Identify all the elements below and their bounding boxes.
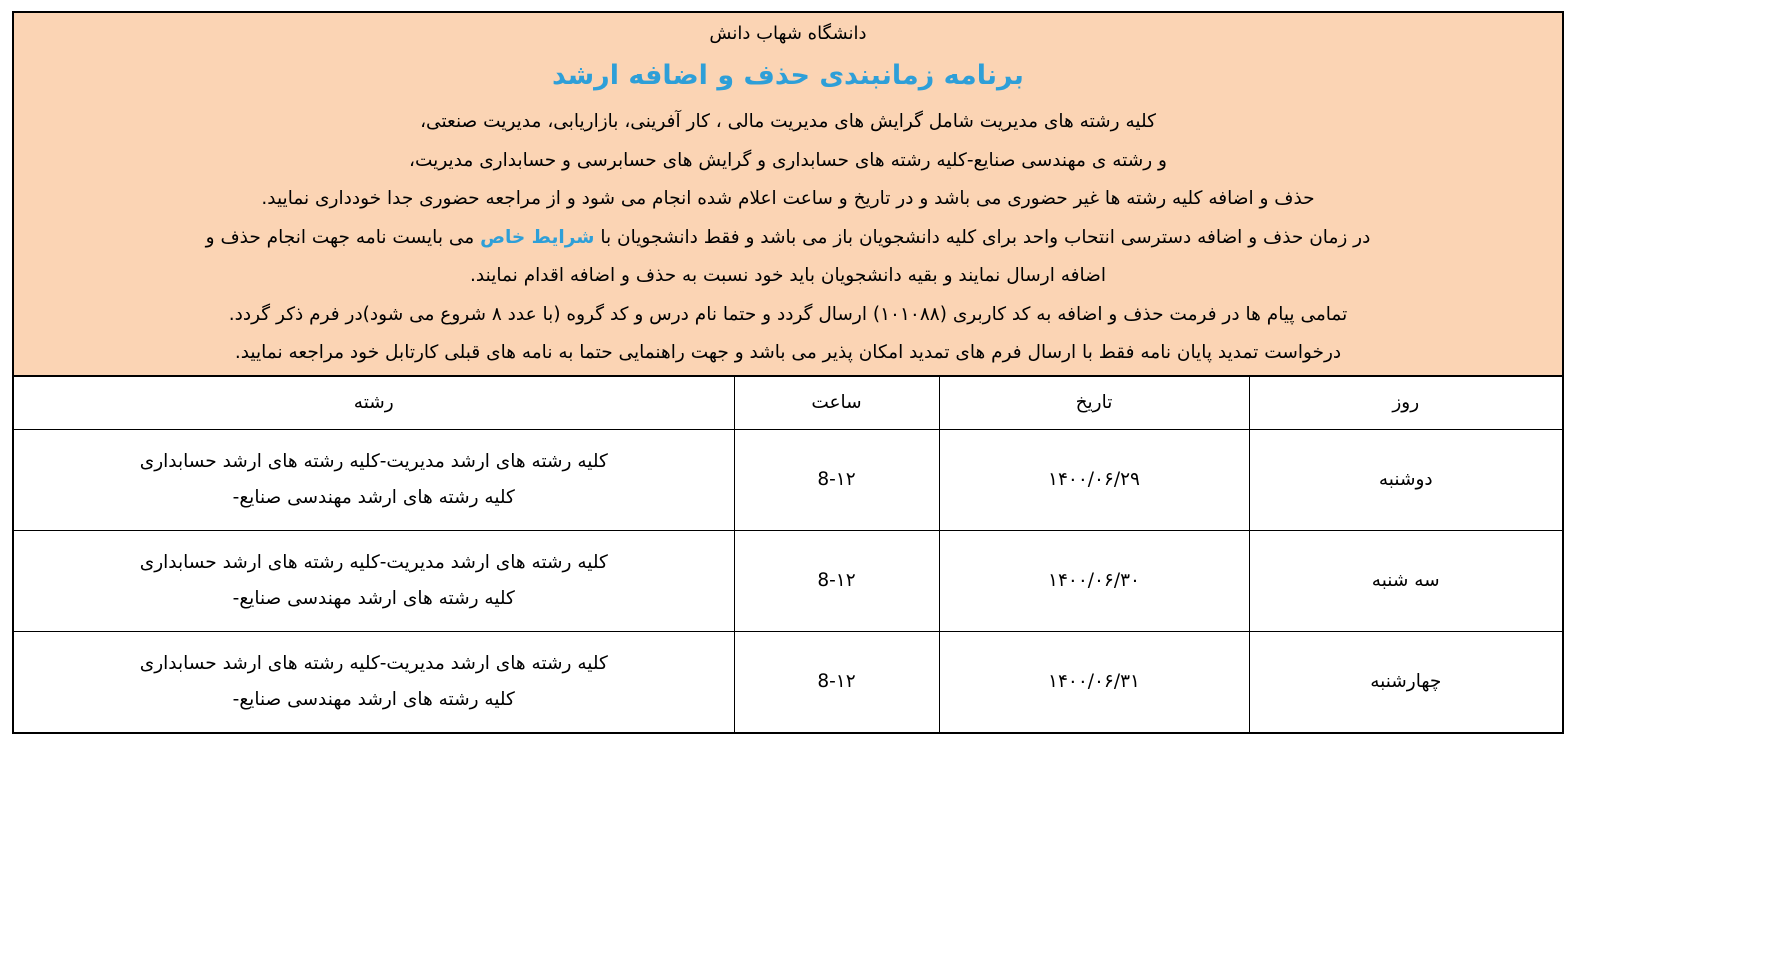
page-title: برنامه زمانبندی حذف و اضافه ارشد — [552, 60, 1024, 91]
note-line-1: کلیه رشته های مدیریت شامل گرایش های مدیریت مالی ، کار آفرینی، بازاریابی، مدیریت صنعتی، — [420, 111, 1156, 132]
schedule-document — [12, 11, 1564, 734]
schedule-table — [14, 377, 1562, 732]
majors-line-1: کلیه رشته های ارشد مدیریت-کلیه رشته های ارشد حسابداری — [139, 652, 608, 674]
cell-time: 8-۱۲ — [734, 429, 939, 530]
note-line-4-text-end: می بایست نامه جهت انجام حذف و — [205, 226, 481, 248]
cell-date: ۱۴۰۰/۰۶/۳۰ — [939, 530, 1249, 631]
special-conditions-highlight: شرایط خاص — [480, 226, 595, 248]
header-majors: رشته — [14, 377, 734, 430]
table-row — [14, 530, 1562, 631]
cell-time: 8-۱۲ — [734, 530, 939, 631]
cell-majors — [14, 429, 734, 530]
note-line-2: و رشته ی مهندسی صنایع-کلیه رشته های حسابداری و گرایش های حسابرسی و حسابداری مدیریت، — [409, 149, 1167, 171]
cell-time: 8-۱۲ — [734, 631, 939, 732]
note-line-6: تمامی پیام ها در فرمت حذف و اضافه به کد کاربری (۱۰۱۰۸۸) ارسال گردد و حتما نام درس و کد گروه (با عدد ۸ شروع می شود)در فرم ذکر گردد. — [228, 303, 1348, 325]
cell-majors — [14, 631, 734, 732]
note-line-5: اضافه ارسال نمایند و بقیه دانشجویان باید خود نسبت به حذف و اضافه اقدام نمایند. — [470, 265, 1106, 286]
majors-line-2: کلیه رشته های ارشد مهندسی صنایع- — [232, 688, 515, 710]
note-line-4-text-start: در زمان حذف و اضافه دسترسی انتحاب واحد برای کلیه دانشجویان باز می باشد و فقط دانشجویان با — [594, 226, 1371, 248]
header-day: روز — [1249, 377, 1562, 430]
note-line-3: حذف و اضافه کلیه رشته ها غیر حضوری می باشد و در تاریخ و ساعت اعلام شده انجام می شود و از مراجعه حضوری جدا خودداری نمایید. — [261, 188, 1315, 209]
note-line-7: درخواست تمدید پایان نامه فقط با ارسال فرم های تمدید امکان پذیر می باشد و جهت راهنمایی حتما به نامه های قبلی کارتابل خود مراجعه نمایید. — [234, 342, 1342, 363]
note-line-4 — [14, 219, 1562, 258]
cell-majors — [14, 530, 734, 631]
table-header-row — [14, 377, 1562, 430]
announcement-header — [14, 13, 1562, 377]
table-row — [14, 631, 1562, 732]
cell-date: ۱۴۰۰/۰۶/۳۱ — [939, 631, 1249, 732]
majors-line-1: کلیه رشته های ارشد مدیریت-کلیه رشته های ارشد حسابداری — [139, 450, 608, 472]
cell-day: دوشنبه — [1249, 429, 1562, 530]
cell-day: چهارشنبه — [1249, 631, 1562, 732]
header-date: تاریخ — [939, 377, 1249, 430]
table-row — [14, 429, 1562, 530]
header-time: ساعت — [734, 377, 939, 430]
majors-line-2: کلیه رشته های ارشد مهندسی صنایع- — [232, 587, 515, 609]
university-name: دانشگاه شهاب دانش — [709, 23, 867, 44]
majors-line-2: کلیه رشته های ارشد مهندسی صنایع- — [232, 486, 515, 508]
majors-line-1: کلیه رشته های ارشد مدیریت-کلیه رشته های ارشد حسابداری — [139, 551, 608, 573]
cell-date: ۱۴۰۰/۰۶/۲۹ — [939, 429, 1249, 530]
cell-day: سه شنبه — [1249, 530, 1562, 631]
